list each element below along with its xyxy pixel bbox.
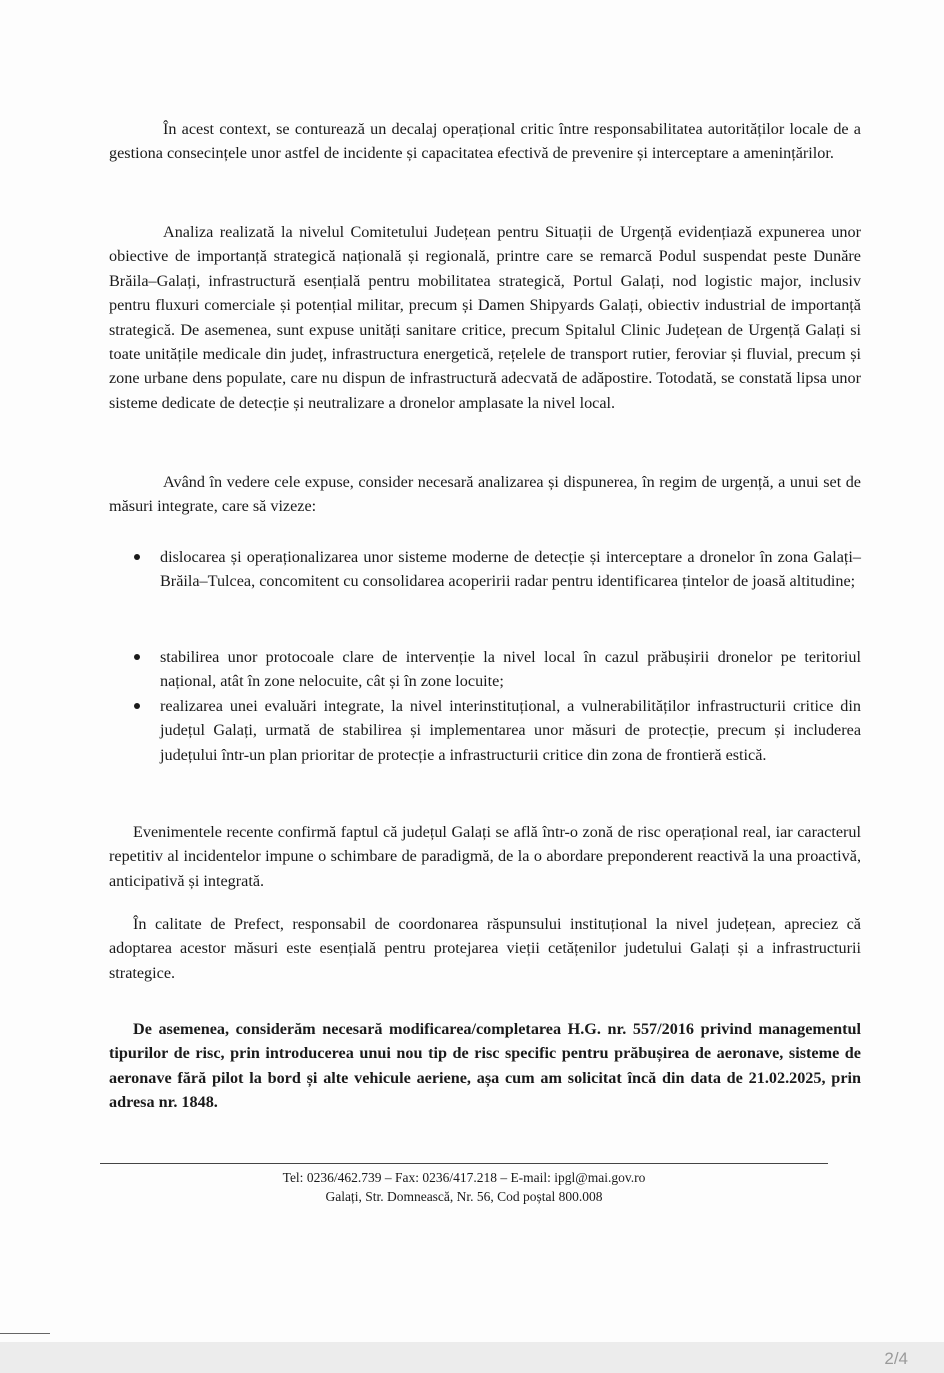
paragraph-text: Analiza realizată la nivelul Comitetului Județean pentru Situații de Urgență evidențiază expunerea unor obiective de importanță strategică națională și regională, printre care se remarcă Podul suspendat peste Dunăre Brăila–Galați, infrastructură esențială pentru mobilitatea strategică, Portul Galați, nod logistic major, inclusiv pentru fluxuri comerciale și potențial militar, precum și Damen Shipyards Galați, obiectiv industrial de importanță strategică. De asemenea, sunt expuse unități sanitare critice, precum Spitalul Clinic Județean de Urgență Galați si toate unitățile medicale din județ, infrastructura energetică, rețelele de transport rutier, feroviar și fluvial, precum și zone urbane dens populate, care nu dispun de infrastructură adecvată de adăpostire. Totodată, se constată lipsa unor sisteme dedicate de detecție și neutralizare a dronelor amplasate la nivel local. <box>109 223 861 412</box>
paragraph-prefect <box>109 912 861 985</box>
paragraph-context <box>109 117 861 166</box>
list-item <box>160 645 861 694</box>
measures-list-continued <box>160 645 861 767</box>
footer-address: Galați, Str. Domnească, Nr. 56, Cod poștal 800.008 <box>325 1189 603 1204</box>
page-indicator: 2/4 <box>884 1349 908 1368</box>
measures-list <box>160 545 861 594</box>
paragraph-recent-events <box>109 820 861 893</box>
paragraph-text: În calitate de Prefect, responsabil de coordonarea răspunsului instituțional la nivel județean, apreciez că adoptarea acestor măsuri este esențială pentru protejarea vieții cetățenilor judetului Galați și a infrastructurii strategice. <box>109 915 861 982</box>
paragraph-legislation-request <box>109 1017 861 1115</box>
paragraph-text: De asemenea, considerăm necesară modificarea/completarea H.G. nr. 557/2016 privind managementul tipurilor de risc, prin introducerea unui nou tip de risc specific pentru prăbușirea de aeronave, sisteme de aeronave fără pilot la bord și alte vehicule aeriene, așa cum am solicitat încă din data de 21.02.2025, prin adresa nr. 1848. <box>109 1020 861 1112</box>
list-item-text: stabilirea unor protocoale clare de intervenție la nivel local în cazul prăbușirii dronelor pe teritoriul național, atât în zone nelocuite, cât și în zone locuite; <box>160 648 861 691</box>
viewer-bottom-bar <box>0 1342 944 1373</box>
page-edge-mark <box>0 1333 50 1334</box>
list-item <box>160 694 861 767</box>
paragraph-text: În acest context, se conturează un decalaj operațional critic între responsabilitatea autorităților locale de a gestiona consecințele unor astfel de incidente și capacitatea efectivă de prevenire și interceptare a amenințărilor. <box>109 120 861 163</box>
footer-contact: Tel: 0236/462.739 – Fax: 0236/417.218 – E-mail: ipgl@mai.gov.ro <box>282 1170 646 1185</box>
paragraph-text: Având în vedere cele expuse, consider necesară analizarea și dispunerea, în regim de urgență, a unui set de măsuri integrate, care să vizeze: <box>109 473 861 516</box>
list-item-text: realizarea unei evaluări integrate, la nivel interinstituțional, a vulnerabilităților infrastructurii critice din județul Galați, urmată de stabilirea și implementarea unor măsuri de protecție, precum și includerea județului într-un plan prioritar de protecție a infrastructurii critice din zona de frontieră estică. <box>160 696 861 764</box>
footer-divider <box>100 1163 828 1164</box>
paragraph-text: Evenimentele recente confirmă faptul că județul Galați se află într-o zonă de risc operațional real, iar caracterul repetitiv al incidentelor impune o schimbare de paradigmă, de la o abordare preponderent reactivă la una proactivă, anticipativă și integrată. <box>109 823 861 890</box>
paragraph-measures-intro <box>109 470 861 519</box>
bullet-icon <box>134 703 140 709</box>
list-item <box>160 545 861 594</box>
bullet-icon <box>134 654 140 660</box>
bullet-icon <box>134 554 140 560</box>
list-item-text: dislocarea și operaționalizarea unor sisteme moderne de detecție și interceptare a dronelor în zona Galați–Brăila–Tulcea, concomitent cu consolidarea acoperirii radar pentru identificarea țintelor de joasă altitudine; <box>160 548 861 591</box>
paragraph-analysis <box>109 220 861 415</box>
